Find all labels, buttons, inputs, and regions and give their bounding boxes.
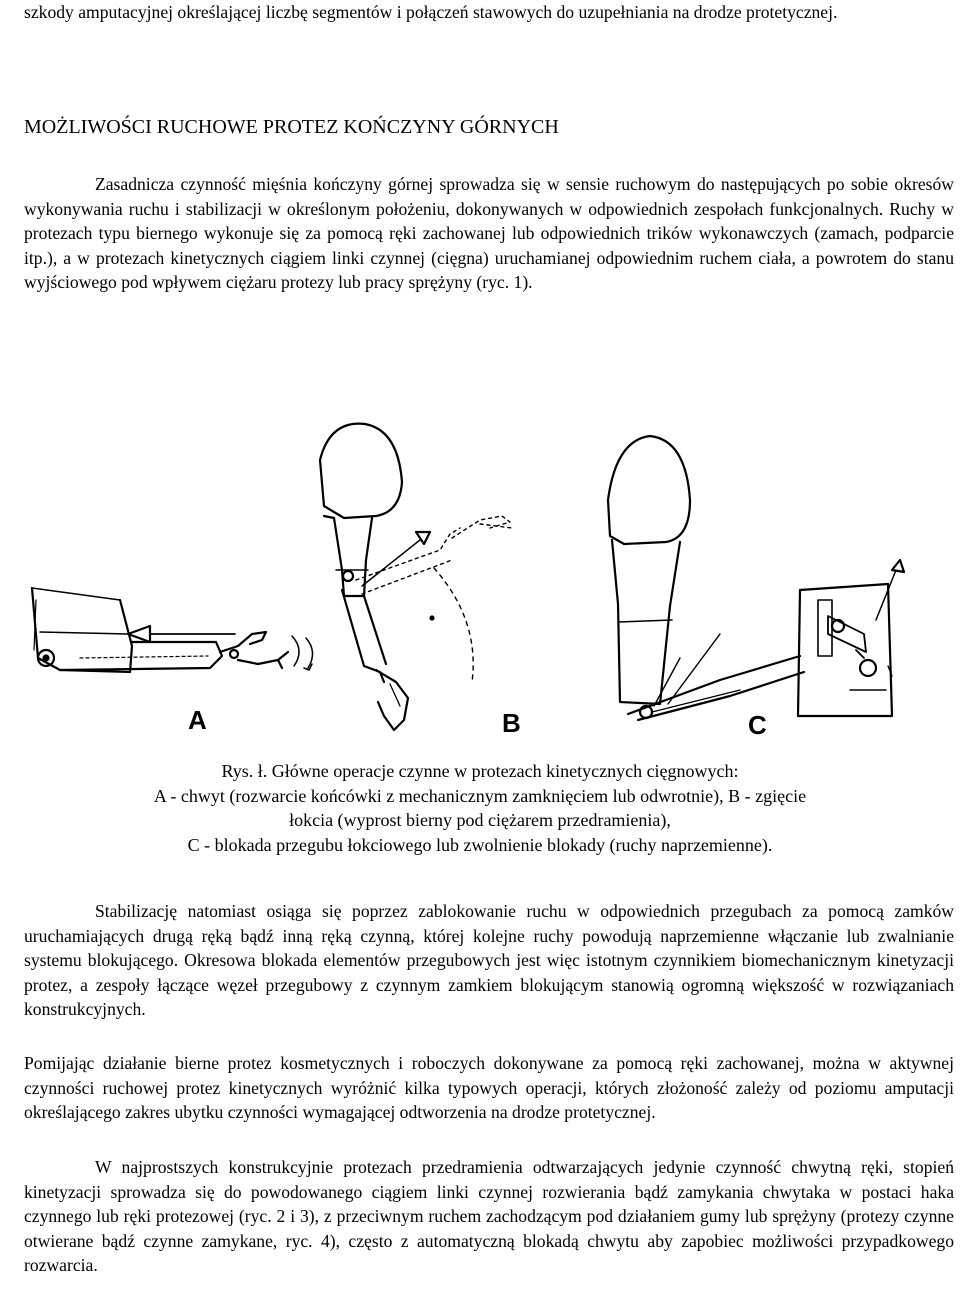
caption-line-1: Rys. ł. Główne operacje czynne w protezach kinetycznych cięgnowych: [221,761,739,781]
section-heading: MOŻLIWOŚCI RUCHOWE PROTEZ KOŃCZYNY GÓRNYCH [24,116,559,138]
panel-c-drawing [608,420,904,720]
prosthesis-figure [20,420,940,750]
figure-caption [60,759,900,857]
panel-a-label: A [188,705,207,735]
passive-paragraph: Pomijając działanie bierne protez kosmetycznych i roboczych dokonywane za pomocą ręki zachowanej, można w aktywnej czynności ruchowej protez kinetycznych wyróżnić kilka typowych operacji, których złożoność zależy od poziomu amputacji określającego zakres ubytku czynności wymagającej odtworzenia na drodze protetycznej. [24,1053,954,1122]
forearm-paragraph: W najprostszych konstrukcyjnie protezach przedramienia odtwarzających jedynie czynność chwytną ręki, stopień kinetyzacji sprowadza się do powodowanego ciągiem linki czynnej rozwierania bądź zamykania chwytaka w postaci haka czynnego lub ręki protezowej (ryc. 2 i 3), z przeciwnym ruchem zachodzącym pod działaniem gumy lub sprężyny (protezy czynne otwierane bądź czynne zamykane, ryc. 4), często z automatyczną blokadą chwytu aby zapobiec możliwości przypadkowego rozwarcia. [24,1157,954,1275]
stabilization-paragraph: Stabilizację natomiast osiąga się poprzez zablokowanie ruchu w odpowiednich przegubach za pomocą zamków uruchamiających drugą ręką bądź inną ręką czynną, której kolejne ruchy powodują naprzemienne włączanie lub zwalnianie systemu blokującego. Okresowa blokada elementów przegubowych jest więc istotnym czynnikiem biomechanicznym kinetyzacji protez, a zespoły łączące węzeł przegubowy z czynnym zamkiem blokującym stanowią ogromną większość w rozwiązaniach konstrukcyjnych. [24,901,954,1019]
panel-b-drawing [320,424,512,730]
caption-line-2: A - chwyt (rozwarcie końcówki z mechanicznym zamknięciem lub odwrotnie), B - zgięcie [153,785,807,806]
caption-line-4: C - blokada przegubu łokciowego lub zwolnienie blokady (ruchy naprzemienne). [187,834,773,855]
top-paragraph: szkody amputacyjnej określającej liczbę segmentów i połączeń stawowych do uzupełniania na drodze protetycznej. [24,2,838,22]
caption-line-3: łokcia (wyprost bierny pod ciężarem przedramienia), [289,810,671,830]
panel-a-drawing [32,588,313,672]
panel-b-label: B [502,708,521,738]
panel-c-label: C [748,710,767,740]
intro-paragraph: Zasadnicza czynność mięśnia kończyny górnej sprowadza się w sensie ruchowym do następujących po sobie okresów wykonywania ruchu i stabilizacji w określonym położeniu, dokonywanych w odpowiednich zespołach funkcjonalnych. Ruchy w protezach typu biernego wykonuje się za pomocą ręki zachowanej lub odpowiednich trików wykonawczych (zamach, podparcie itp.), a w protezach kinetycznych ciągiem linki czynnej (cięgna) uruchamianej odpowiednim ruchem ciała, a powrotem do stanu wyjściowego pod wpływem ciężaru protezy lub pracy sprężyny (ryc. 1). [24,174,954,292]
